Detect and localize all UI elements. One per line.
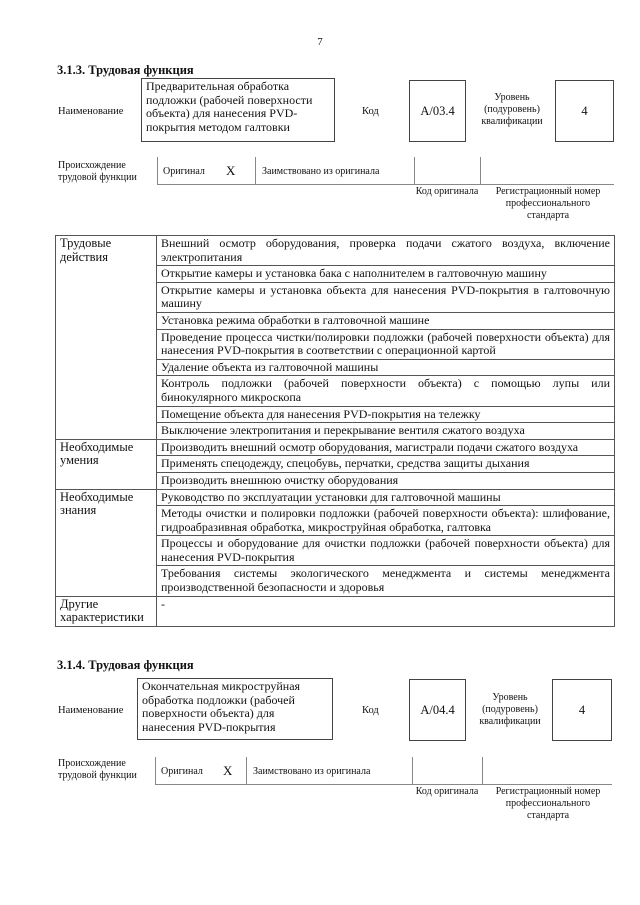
- skills-label: Необходимые умения: [56, 439, 157, 489]
- table-row: Применять спецодежду, спецобувь, перчатки, средства защиты дыхания: [157, 456, 615, 473]
- table-row: Производить внешний осмотр оборудования, магистрали подачи сжатого воздуха: [157, 439, 615, 456]
- borrowed-label: Заимствовано из оригинала: [262, 166, 380, 177]
- table-row: Руководство по эксплуатации установки для галтовочной машины: [157, 489, 615, 506]
- original-label: Оригинал: [163, 166, 205, 177]
- origin-label: Происхождение трудовой функции: [58, 160, 137, 183]
- code-label: Код: [362, 705, 379, 716]
- divider: [414, 157, 415, 185]
- table-row: Процессы и оборудование для очистки подложки (рабочей поверхности объекта) для нанесения PVD-покрытия: [157, 536, 615, 566]
- original-mark: X: [223, 763, 233, 778]
- divider: [157, 184, 614, 185]
- function-name-box: Окончательная микроструйная обработка подложки (рабочей поверхности объекта) для нанесения PVD-покрытия: [137, 678, 333, 740]
- level-box: 4: [552, 679, 612, 741]
- table-row: Открытие камеры и установка объекта для нанесения PVD-покрытия в галтовочную машину: [157, 282, 615, 312]
- table-row: Выключение электропитания и перекрывание вентиля сжатого воздуха: [157, 423, 615, 440]
- original-label: Оригинал: [161, 766, 203, 777]
- code-box: А/03.4: [409, 80, 466, 142]
- name-label: Наименование: [58, 705, 124, 716]
- table-row: Помещение объекта для нанесения PVD-покрытия на тележку: [157, 406, 615, 423]
- labour-function-table: [55, 235, 615, 627]
- table-row: Методы очистки и полировки подложки (рабочей поверхности объекта): шлифование, гидроабразивная обработка, микроструйная обработка, галтовка: [157, 506, 615, 536]
- table-row: Открытие камеры и установка бака с наполнителем в галтовочную машину: [157, 266, 615, 283]
- reg-number-label: Регистрационный номер профессионального стандарта: [495, 186, 601, 221]
- divider: [157, 157, 158, 185]
- table-row: -: [157, 596, 615, 626]
- table-row: Проведение процесса чистки/полировки подложки (рабочей поверхности объекта) для нанесения PVD-покрытия в соответствии с операционной картой: [157, 329, 615, 359]
- table-row: Требования системы экологического менеджмента и системы менеджмента производственной безопасности и здоровья: [157, 566, 615, 596]
- divider: [482, 757, 483, 785]
- table-row: Установка режима обработки в галтовочной машине: [157, 312, 615, 329]
- table-row: Удаление объекта из галтовочной машины: [157, 359, 615, 376]
- table-row: Производить внешнюю очистку оборудования: [157, 472, 615, 489]
- code-label: Код: [362, 106, 379, 117]
- borrowed-label: Заимствовано из оригинала: [253, 766, 371, 777]
- orig-code-label: Код оригинала: [415, 786, 479, 797]
- divider: [255, 157, 256, 185]
- code-box: А/04.4: [409, 679, 466, 741]
- table-row: Контроль подложки (рабочей поверхности объекта) с помощью лупы или бинокулярного микроскопа: [157, 376, 615, 406]
- divider: [155, 784, 612, 785]
- divider: [412, 757, 413, 785]
- original-mark: X: [226, 163, 236, 178]
- table-row: Внешний осмотр оборудования, проверка подачи сжатого воздуха, включение электропитания: [157, 236, 615, 266]
- reg-number-label: Регистрационный номер профессионального стандарта: [495, 786, 601, 821]
- level-label: Уровень (подуровень) квалификации: [481, 92, 543, 127]
- orig-code-label: Код оригинала: [415, 186, 479, 197]
- section-title: 3.1.3. Трудовая функция: [57, 63, 194, 77]
- divider: [480, 157, 481, 185]
- knowledge-label: Необходимые знания: [56, 489, 157, 596]
- name-label: Наименование: [58, 106, 124, 117]
- divider: [246, 757, 247, 785]
- section-title: 3.1.4. Трудовая функция: [57, 658, 194, 672]
- function-name-box: Предварительная обработка подложки (рабочей поверхности объекта) для нанесения PVD-покрытия методом галтовки: [141, 78, 335, 142]
- divider: [155, 757, 156, 785]
- level-box: 4: [555, 80, 614, 142]
- labour-actions-label: Трудовые действия: [56, 236, 157, 440]
- page-number: 7: [317, 36, 323, 48]
- other-label: Другие характеристики: [56, 596, 157, 626]
- level-label: Уровень (подуровень) квалификации: [479, 692, 541, 727]
- origin-label: Происхождение трудовой функции: [58, 758, 137, 781]
